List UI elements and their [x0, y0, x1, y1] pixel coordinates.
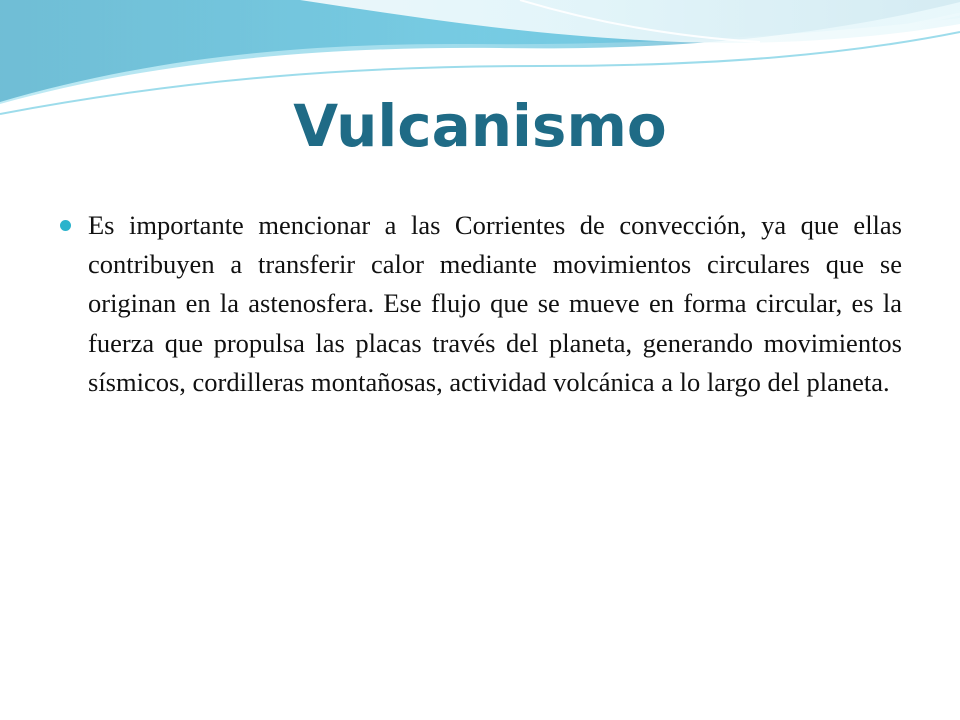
slide-title: Vulcanismo [293, 92, 667, 160]
round-bullet-icon [60, 220, 71, 231]
content-area [58, 206, 902, 402]
bullet-text: Es importante mencionar a las Corrientes de convección, ya que ellas contribuyen a transferir calor mediante movimientos circulares que se originan en la astenosfera. Ese flujo que se mueve en forma circular, es la fuerza que propulsa las placas través del planeta, generando movimientos sísmicos, cordilleras montañosas, actividad volcánica a lo largo del planeta. [88, 210, 902, 397]
bullet-item [58, 206, 902, 402]
